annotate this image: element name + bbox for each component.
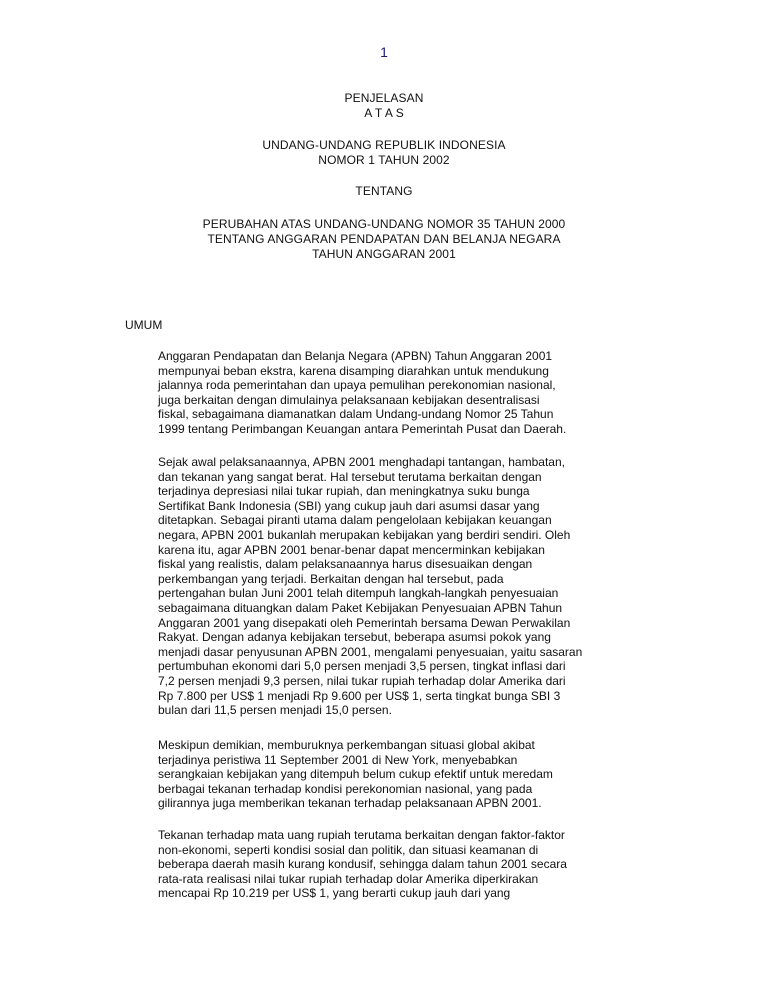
text-line: mempunyai beban ekstra, karena disamping diarahkan untuk mendukung xyxy=(158,363,549,378)
text-line: karena itu, agar APBN 2001 benar-benar dapat mencerminkan kebijakan xyxy=(158,542,545,557)
text-line: perkembangan yang terjadi. Berkaitan dengan hal tersebut, pada xyxy=(158,571,504,586)
text-line: Anggaran Pendapatan dan Belanja Negara (APBN) Tahun Anggaran 2001 xyxy=(158,349,553,363)
text-line: Sertifikat Bank Indonesia (SBI) yang cukup jauh dari asumsi dasar yang xyxy=(158,498,540,513)
paragraph-1 xyxy=(158,349,618,437)
page-number: 1 xyxy=(380,44,388,60)
text-line: 1999 tentang Perimbangan Keuangan antara Pemerintah Pusat dan Daerah. xyxy=(158,421,567,436)
text-line: Sejak awal pelaksanaannya, APBN 2001 menghadapi tantangan, hambatan, xyxy=(158,455,565,469)
text-line: non-ekonomi, seperti kondisi sosial dan politik, dan situasi keamanan di xyxy=(158,842,539,857)
text-line: ditetapkan. Sebagai piranti utama dalam pengelolaan kebijakan keuangan xyxy=(158,513,552,528)
text-line: Tekanan terhadap mata uang rupiah terutama berkaitan dengan faktor-faktor xyxy=(158,828,565,842)
text-line: Rp 7.800 per US$ 1 menjadi Rp 9.600 per US$ 1, serta tingkat bunga SBI 3 xyxy=(158,688,561,703)
text-line: terjadinya peristiwa 11 September 2001 di New York, menyebabkan xyxy=(158,752,518,767)
text-line: gilirannya juga memberikan tekanan terhadap pelaksanaan APBN 2001. xyxy=(158,796,542,811)
text-line: fiskal, sebagaimana diamanatkan dalam Undang-undang Nomor 25 Tahun xyxy=(158,407,554,422)
text-line: terjadinya depresiasi nilai tukar rupiah, dan meningkatnya suku bunga xyxy=(158,484,530,499)
section-heading: UMUM xyxy=(125,318,163,332)
text-line: 7,2 persen menjadi 9,3 persen, nilai tukar rupiah terhadap dolar Amerika dari xyxy=(158,673,566,688)
title-subject xyxy=(0,217,768,262)
text-line: beberapa daerah masih kurang kondusif, sehingga dalam tahun 2001 secara xyxy=(158,857,567,872)
title-law xyxy=(0,138,768,168)
title-about xyxy=(0,184,768,199)
text-line: sebagaimana dituangkan dalam Paket Kebijakan Penyesuaian APBN Tahun xyxy=(158,600,563,615)
text-line: rata-rata realisasi nilai tukar rupiah terhadap dolar Amerika diperkirakan xyxy=(158,871,539,886)
text-line: jalannya roda pemerintahan dan upaya pemulihan perekonomian nasional, xyxy=(158,378,556,393)
paragraph-4 xyxy=(158,828,618,901)
text-line: serangkaian kebijakan yang ditempuh belum cukup efektif untuk meredam xyxy=(158,767,553,782)
text-line: menjadi dasar penyusunan APBN 2001, mengalami penyesuaian, yaitu sasaran xyxy=(158,644,583,659)
text-line: pertumbuhan ekonomi dari 5,0 persen menjadi 3,5 persen, tingkat inflasi dari xyxy=(158,659,566,674)
text-line: berbagai tekanan terhadap kondisi perekonomian nasional, yang pada xyxy=(158,781,533,796)
text-line: Anggaran 2001 yang disepakati oleh Pemerintah bersama Dewan Perwakilan xyxy=(158,615,571,630)
title-line: NOMOR 1 TAHUN 2002 xyxy=(318,153,450,167)
title-line: TENTANG xyxy=(355,184,413,198)
title-line: A T A S xyxy=(364,106,404,120)
text-line: Rakyat. Dengan adanya kebijakan tersebut, beberapa asumsi pokok yang xyxy=(158,630,551,645)
text-line: dan tekanan yang sangat berat. Hal tersebut terutama berkaitan dengan xyxy=(158,469,542,484)
paragraph-2 xyxy=(158,455,618,718)
title-line: TENTANG ANGGARAN PENDAPATAN DAN BELANJA NEGARA xyxy=(207,232,561,246)
text-line: negara, APBN 2001 bukanlah merupakan kebijakan yang berdiri sendiri. Oleh xyxy=(158,527,571,542)
text-line: fiskal yang realistis, dalam pelaksanaannya harus disesuaikan dengan xyxy=(158,557,533,572)
text-line: bulan dari 11,5 persen menjadi 15,0 persen. xyxy=(158,703,392,718)
text-line: pertengahan bulan Juni 2001 telah ditempuh langkah-langkah penyesuaian xyxy=(158,586,559,601)
title-line: TAHUN ANGGARAN 2001 xyxy=(312,247,456,261)
title-line: PERUBAHAN ATAS UNDANG-UNDANG NOMOR 35 TAHUN 2000 xyxy=(202,217,566,231)
title-line: UNDANG-UNDANG REPUBLIK INDONESIA xyxy=(262,138,506,152)
title-explanation xyxy=(0,91,768,121)
paragraph-3 xyxy=(158,738,618,811)
title-line: PENJELASAN xyxy=(344,91,424,105)
text-line: juga berkaitan dengan dimulainya pelaksanaan kebijakan desentralisasi xyxy=(158,392,540,407)
text-line: mencapai Rp 10.219 per US$ 1, yang berarti cukup jauh dari yang xyxy=(158,886,511,901)
text-line: Meskipun demikian, memburuknya perkembangan situasi global akibat xyxy=(158,738,535,752)
